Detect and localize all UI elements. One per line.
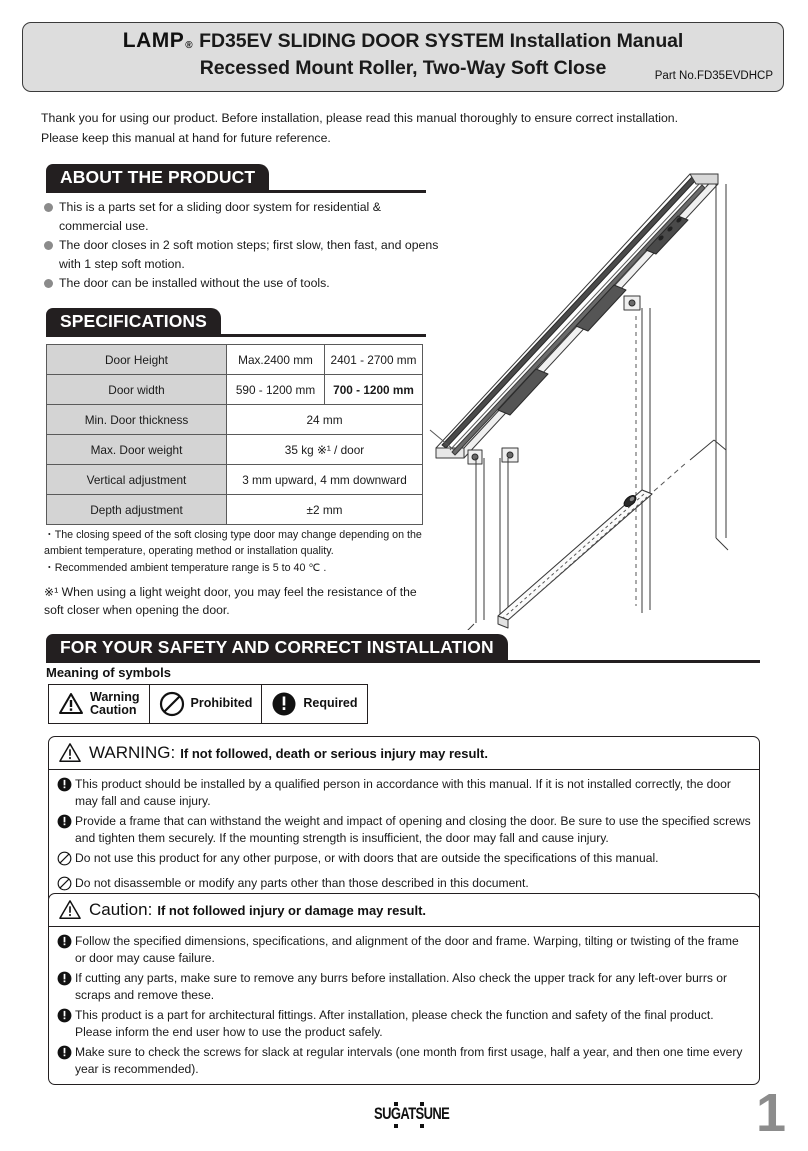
symbol-legend-warning (49, 685, 150, 723)
about-bullet-list (44, 198, 444, 294)
specifications-notes (44, 528, 434, 619)
table-row (47, 435, 423, 465)
intro-paragraph (41, 108, 741, 148)
list-item (57, 933, 751, 966)
logo-square-icon (394, 1124, 398, 1128)
warning-box-body (49, 770, 759, 903)
specifications-table (46, 344, 423, 525)
list-item (44, 274, 444, 293)
caution-item-text: Follow the specified dimensions, specifications, and alignment of the door and frame. Warping, tilting or twisting of the frame or door may cause failure. (75, 934, 739, 965)
spec-label: Min. Door thickness (47, 405, 227, 435)
section-rule-about (269, 190, 426, 193)
required-icon (57, 777, 72, 797)
warning-item-text: Do not use this product for any other purpose, or with doors that are outside the specifications of this manual. (75, 851, 659, 865)
logo-square-icon (420, 1124, 424, 1128)
list-item (57, 970, 751, 1003)
caution-subtitle: If not followed injury or damage may result. (157, 902, 427, 918)
sugatsune-wordmark: SUGATSUNE (374, 1104, 450, 1123)
spec-value: 700 - 1200 mm (325, 375, 423, 405)
about-bullet-text: This is a parts set for a sliding door system for residential & commercial use. (59, 200, 381, 233)
caution-box (48, 893, 760, 1085)
prohibited-icon (159, 691, 185, 717)
intro-line-1: Thank you for using our product. Before installation, please read this manual thoroughly to ensure correct installation. (41, 111, 679, 125)
list-item (57, 776, 751, 809)
header-title-row-1 (23, 29, 783, 53)
section-rule-specifications (221, 334, 426, 337)
list-item (57, 1044, 751, 1077)
logo-marks-bottom (374, 1124, 444, 1128)
list-item (44, 198, 444, 235)
spec-label: Door Height (47, 345, 227, 375)
section-title-safety: FOR YOUR SAFETY AND CORRECT INSTALLATION (46, 634, 508, 663)
warning-triangle-icon (58, 742, 82, 764)
spec-value: 590 - 1200 mm (227, 375, 325, 405)
part-number: Part No.FD35EVDHCP (654, 70, 773, 82)
spec-value: ±2 mm (227, 495, 423, 525)
bullet-dot-icon (44, 241, 53, 250)
spec-label: Vertical adjustment (47, 465, 227, 495)
symbol-legend-required (262, 685, 366, 723)
sugatsune-logo (374, 1102, 450, 1128)
section-title-about: ABOUT THE PRODUCT (46, 164, 269, 193)
section-title-specifications: SPECIFICATIONS (46, 308, 221, 337)
registered-mark-icon: ® (185, 40, 194, 51)
list-item (57, 850, 751, 871)
warning-triangle-icon (58, 692, 84, 716)
required-icon (57, 1008, 72, 1028)
warning-subtitle: If not followed, death or serious injury may result. (180, 745, 488, 761)
required-icon (57, 971, 72, 991)
spec-value: 24 mm (227, 405, 423, 435)
caution-item-text: Make sure to check the screws for slack at regular intervals (one month from first usage, half a year, and then one time every year is recommended). (75, 1045, 743, 1076)
list-item (57, 1007, 751, 1040)
required-icon (57, 1045, 72, 1065)
table-row (47, 345, 423, 375)
symbol-legend-prohibited (150, 685, 263, 723)
spec-value: 35 kg ※¹ / door (227, 435, 423, 465)
symbol-legend-warning-label: Warning Caution (90, 689, 140, 717)
spec-value: 3 mm upward, 4 mm downward (227, 465, 423, 495)
caution-box-body (49, 927, 759, 1084)
spec-label: Depth adjustment (47, 495, 227, 525)
warning-item-text: This product should be installed by a qualified person in accordance with this manual. If it is not installed correctly, the door may fall and cause injury. (75, 777, 731, 808)
list-item (57, 813, 751, 846)
required-icon (57, 814, 72, 834)
section-rule-safety (508, 660, 760, 663)
section-header-specifications (46, 308, 426, 337)
warning-box-header (49, 737, 759, 770)
section-header-safety (46, 634, 760, 663)
symbol-legend-prohibited-label: Prohibited (190, 696, 253, 711)
caution-title: Caution: (89, 900, 153, 919)
lamp-logo: LAMP® (122, 29, 194, 52)
list-item (44, 236, 444, 273)
section-header-about (46, 164, 426, 193)
table-row (47, 495, 423, 525)
intro-line-2: Please keep this manual at hand for future reference. (41, 131, 331, 145)
manual-title-line-2: Recessed Mount Roller, Two-Way Soft Close (199, 57, 607, 79)
sliding-door-assembly-illustration (428, 158, 796, 630)
required-icon (57, 934, 72, 954)
symbol-legend-required-label: Required (303, 696, 358, 711)
table-row (47, 405, 423, 435)
about-bullet-text: The door closes in 2 soft motion steps; first slow, then fast, and opens with 1 step soft motion. (59, 238, 439, 271)
caution-box-header (49, 894, 759, 927)
caution-item-text: This product is a part for architectural fittings. After installation, please check the function and safety of the final product. Please inform the end user how to use the product safely. (75, 1008, 714, 1039)
spec-label: Door width (47, 375, 227, 405)
prohibited-icon (57, 851, 72, 871)
spec-label: Max. Door weight (47, 435, 227, 465)
spec-note: ・Recommended ambient temperature range is 5 to 40 ℃ . (44, 562, 327, 574)
warning-triangle-icon (58, 899, 82, 921)
warning-box (48, 736, 760, 904)
symbols-legend (48, 684, 368, 724)
spec-footnote: ※¹ When using a light weight door, you may feel the resistance of the soft closer when opening the door. (44, 584, 417, 617)
required-icon (271, 691, 297, 717)
warning-item-text: Provide a frame that can withstand the weight and impact of opening and closing the door. Be sure to use the specified screws and tighten them securely. If the mounting strength is insufficient, the door may fall and cause injury. (75, 814, 751, 845)
spec-value: 2401 - 2700 mm (325, 345, 423, 375)
page-number: 1 (755, 1083, 786, 1143)
symbols-legend-title: Meaning of symbols (46, 665, 171, 680)
table-row (47, 465, 423, 495)
spec-note: ・The closing speed of the soft closing type door may change depending on the ambient temperature, operating method or installation quality. (44, 529, 422, 557)
caution-item-text: If cutting any parts, make sure to remove any burrs before installation. Also check the upper track for any left-over burrs or scraps and remove these. (75, 971, 728, 1002)
bullet-dot-icon (44, 203, 53, 212)
warning-title: WARNING: (89, 743, 176, 762)
bullet-dot-icon (44, 279, 53, 288)
spec-value: Max.2400 mm (227, 345, 325, 375)
manual-header (22, 22, 784, 92)
table-row (47, 375, 423, 405)
warning-item-text: Do not disassemble or modify any parts other than those described in this document. (75, 876, 529, 890)
manual-title-line-1: FD35EV SLIDING DOOR SYSTEM Installation Manual (199, 30, 684, 52)
about-bullet-text: The door can be installed without the use of tools. (59, 276, 330, 290)
